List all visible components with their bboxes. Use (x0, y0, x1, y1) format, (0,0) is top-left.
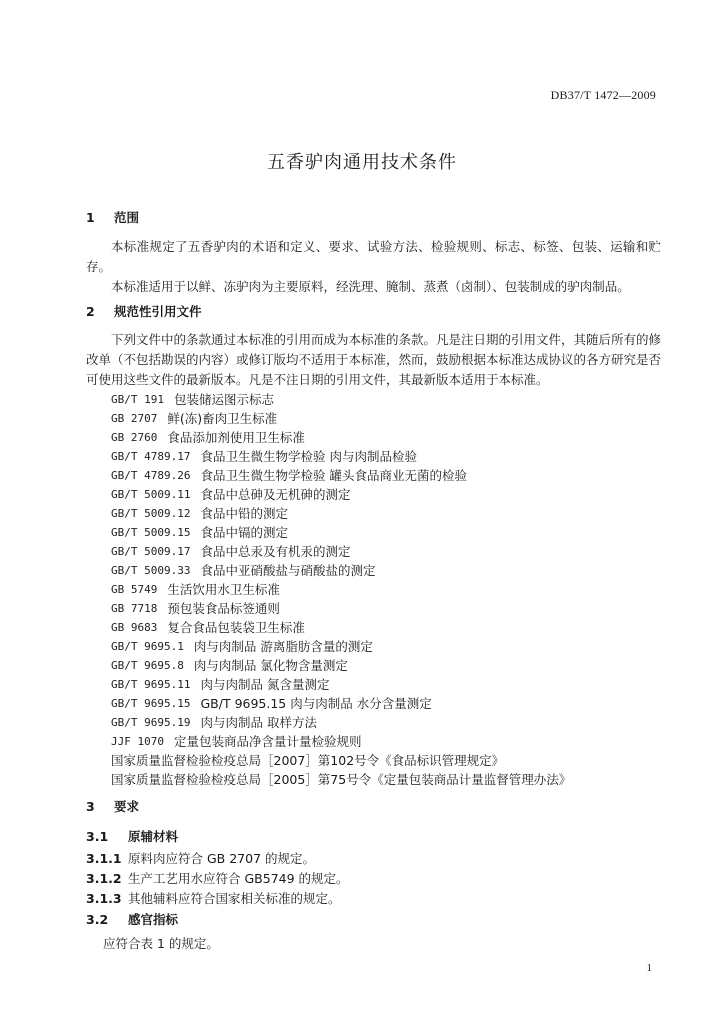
reference-title: GB/T 9695.15 肉与肉制品 水分含量测定 (200, 696, 432, 711)
reference-item (111, 656, 661, 675)
reference-text: 国家质量监督检验检疫总局［2005］第75号令《定量包装商品计量监督管理办法》 (111, 772, 572, 787)
reference-code: GB 9683 (111, 621, 158, 634)
reference-title: 肉与肉制品 游离脂肪含量的测定 (193, 639, 373, 654)
paragraph: 应符合表 1 的规定。 (103, 936, 219, 951)
reference-item (111, 637, 661, 656)
spacer (190, 713, 200, 732)
section-number: 3 (86, 799, 95, 814)
reference-title: 食品中铅的测定 (200, 506, 288, 521)
clause (86, 889, 661, 909)
reference-title: 食品中总汞及有机汞的测定 (200, 544, 351, 559)
reference-item (111, 523, 661, 542)
reference-code: GB 5749 (111, 583, 158, 596)
clause-number: 3.1.2 (86, 871, 122, 886)
reference-code: GB/T 9695.11 (111, 678, 191, 691)
section-heading (86, 302, 661, 322)
reference-code: GB/T 5009.11 (111, 488, 191, 501)
section-heading (86, 208, 661, 228)
subsection-number: 3.1 (86, 829, 109, 844)
subsection-number: 3.2 (86, 912, 109, 927)
reference-code: GB/T 5009.15 (111, 526, 191, 539)
subsection-title: 感官指标 (128, 912, 179, 927)
subsection-title: 原辅材料 (128, 829, 179, 844)
reference-title: 肉与肉制品 氯化物含量测定 (193, 658, 348, 673)
spacer (190, 542, 200, 561)
spacer (190, 504, 200, 523)
document-title: 五香驴肉通用技术条件 (267, 152, 457, 173)
section-title: 要求 (114, 799, 140, 814)
reference-list (111, 390, 661, 751)
reference-title: 食品添加剂使用卫生标准 (167, 430, 305, 445)
section-number: 1 (86, 210, 95, 225)
reference-item (111, 599, 661, 618)
spacer (190, 694, 200, 713)
reference-title: 食品卫生微生物学检验 罐头食品商业无菌的检验 (200, 468, 467, 483)
reference-item (111, 428, 661, 447)
section-title: 规范性引用文件 (114, 304, 202, 319)
spacer (190, 523, 200, 542)
reference-item (111, 542, 661, 561)
reference-item (111, 485, 661, 504)
reference-item (111, 447, 661, 466)
spacer (157, 409, 167, 428)
paragraph: 本标准规定了五香驴肉的术语和定义、要求、试验方法、检验规则、标志、标签、包装、运输和贮存。 (86, 239, 661, 274)
reference-item (111, 580, 661, 599)
reference-item (111, 675, 661, 694)
reference-code: GB/T 5009.33 (111, 564, 191, 577)
reference-title: 定量包装商品净含量计量检验规则 (173, 734, 362, 749)
extra-reference-list (111, 751, 661, 789)
spacer (184, 656, 194, 675)
spacer (184, 637, 194, 656)
reference-title: 生活饮用水卫生标准 (167, 582, 280, 597)
reference-code: GB/T 5009.12 (111, 507, 191, 520)
reference-item (111, 390, 661, 409)
clause-number: 3.1.1 (86, 851, 122, 866)
spacer (190, 675, 200, 694)
paragraph: 本标准适用于以鲜、冻驴肉为主要原料，经洗理、腌制、蒸煮（卤制）、包装制成的驴肉制品。 (111, 279, 630, 294)
reference-code: GB/T 191 (111, 393, 164, 406)
spacer (190, 485, 200, 504)
spacer (164, 390, 174, 409)
clause (86, 849, 661, 869)
reference-title: 预包装食品标签通则 (167, 601, 280, 616)
reference-item (111, 713, 661, 732)
reference-item (111, 751, 661, 770)
section-scope (86, 208, 661, 297)
reference-title: 肉与肉制品 氮含量测定 (200, 677, 330, 692)
section-requirements (86, 797, 661, 954)
reference-item (111, 770, 661, 789)
reference-code: GB 2707 (111, 412, 158, 425)
spacer (190, 447, 200, 466)
reference-code: GB/T 5009.17 (111, 545, 191, 558)
spacer (157, 428, 167, 447)
section-heading (86, 797, 661, 817)
reference-code: GB 7718 (111, 602, 158, 615)
reference-code: GB/T 9695.8 (111, 659, 184, 672)
reference-item (111, 618, 661, 637)
reference-title: 食品中总砷及无机砷的测定 (200, 487, 351, 502)
reference-item (111, 409, 661, 428)
standard-code: DB37/T 1472—2009 (550, 88, 656, 102)
document-body (86, 208, 661, 954)
paragraph: 下列文件中的条款通过本标准的引用而成为本标准的条款。凡是注日期的引用文件，其随后所有的修改单（不包括勘误的内容）或修订版均不适用于本标准，然而，鼓励根据本标准达成协议的各方研究是否可使用这些文件的最新版本。凡是不注日期的引用文件，其最新版本适用于本标准。 (86, 332, 662, 387)
subsection-heading (86, 910, 661, 930)
section-title: 范围 (114, 210, 140, 225)
clause-text: 原料肉应符合 GB 2707 的规定。 (128, 851, 315, 866)
section-normative-references (86, 302, 661, 789)
reference-code: JJF 1070 (111, 735, 164, 748)
reference-title: 鲜(冻)畜肉卫生标准 (167, 411, 278, 426)
reference-item (111, 561, 661, 580)
reference-item (111, 732, 661, 751)
reference-item (111, 694, 661, 713)
reference-title: 食品中亚硝酸盐与硝酸盐的测定 (200, 563, 376, 578)
reference-text: 国家质量监督检验检疫总局［2007］第102号令《食品标识管理规定》 (111, 753, 505, 768)
clause-text: 其他辅料应符合国家相关标准的规定。 (128, 891, 341, 906)
clause-text: 生产工艺用水应符合 GB5749 的规定。 (128, 871, 349, 886)
reference-code: GB/T 4789.17 (111, 450, 191, 463)
reference-code: GB/T 9695.19 (111, 716, 191, 729)
clause (86, 869, 661, 889)
page-number: 1 (646, 962, 652, 974)
section-number: 2 (86, 304, 95, 319)
subsection-heading (86, 827, 661, 847)
reference-code: GB/T 9695.1 (111, 640, 184, 653)
reference-code: GB 2760 (111, 431, 158, 444)
spacer (164, 732, 174, 751)
spacer (157, 618, 167, 637)
reference-title: 食品中镉的测定 (200, 525, 288, 540)
reference-item (111, 466, 661, 485)
reference-item (111, 504, 661, 523)
clause-number: 3.1.3 (86, 891, 122, 906)
spacer (190, 466, 200, 485)
reference-title: 复合食品包装袋卫生标准 (167, 620, 305, 635)
spacer (157, 580, 167, 599)
spacer (157, 599, 167, 618)
reference-title: 包装储运图示标志 (173, 392, 274, 407)
reference-code: GB/T 9695.15 (111, 697, 191, 710)
reference-title: 肉与肉制品 取样方法 (200, 715, 317, 730)
spacer (190, 561, 200, 580)
reference-code: GB/T 4789.26 (111, 469, 191, 482)
reference-title: 食品卫生微生物学检验 肉与肉制品检验 (200, 449, 417, 464)
